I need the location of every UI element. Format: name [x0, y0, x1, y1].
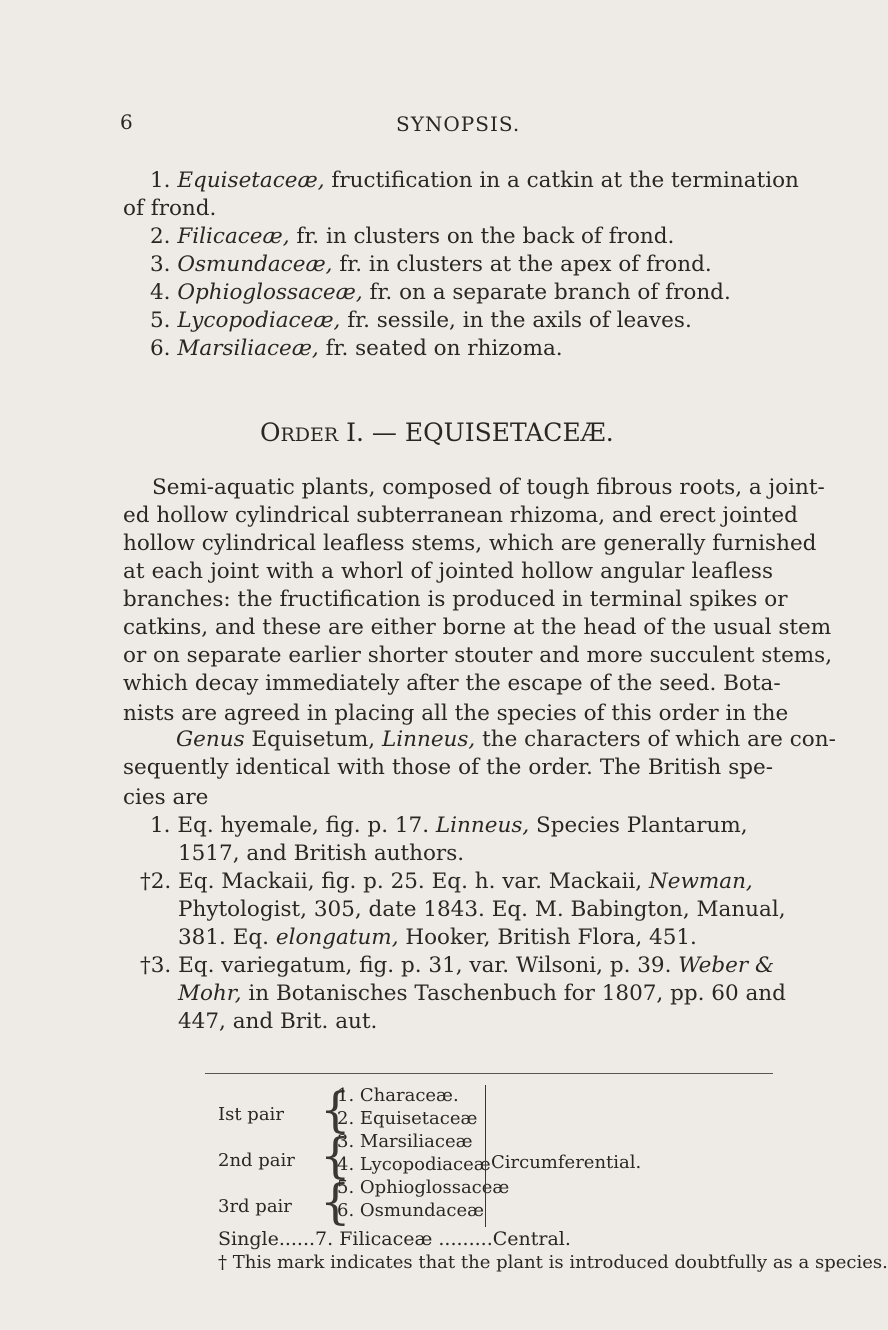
running-title: SYNOPSIS. [396, 112, 521, 136]
table-row: 2. Equisetaceæ [337, 1108, 478, 1129]
page-number: 6 [120, 110, 134, 134]
grouping-bracket [485, 1085, 486, 1227]
paragraph-line: Genus Equisetum, Linneus, the characters of which are con- [176, 727, 836, 752]
table-row: 1. Characeæ. [337, 1085, 459, 1106]
list-item: 3. Osmundaceæ, fr. in clusters at the apex of frond. [150, 252, 712, 277]
pair-label-3: 3rd pair [218, 1196, 292, 1217]
species-entry-1: 1. Eq. hyemale, fig. p. 17. Linneus, Species Plantarum, [150, 813, 748, 838]
section-divider [205, 1073, 773, 1074]
list-item: 6. Marsiliaceæ, fr. seated on rhizoma. [150, 336, 563, 361]
species-entry-2-line-3: 381. Eq. elongatum, Hooker, British Flora, 451. [178, 925, 697, 950]
paragraph-line: which decay immediately after the escape of the seed. Bota- [123, 671, 781, 696]
single-row: Single......7. Filicaceæ .........Central. [218, 1228, 571, 1250]
paragraph-line: branches: the fructification is produced in terminal spikes or [123, 587, 788, 612]
table-row: 6. Osmundaceæ [337, 1200, 485, 1221]
pair-label-1: Ist pair [218, 1104, 284, 1125]
list-item: 1. Equisetaceæ, fructification in a catkin at the termination [150, 168, 799, 193]
species-entry-3-line-2: Mohr, in Botanisches Taschenbuch for 1807, pp. 60 and [178, 981, 786, 1006]
brace-glyph: { [320, 1174, 351, 1230]
footnote: † This mark indicates that the plant is introduced doubtfully as a species. [218, 1252, 888, 1273]
paragraph-line: or on separate earlier shorter stouter and more succulent stems, [123, 643, 833, 668]
species-entry-3: †3. Eq. variegatum, fig. p. 31, var. Wilsoni, p. 39. Weber & [140, 953, 775, 978]
species-entry-2-line-2: Phytologist, 305, date 1843. Eq. M. Babington, Manual, [178, 897, 786, 922]
list-item: 5. Lycopodiaceæ, fr. sessile, in the axils of leaves. [150, 308, 692, 333]
order-heading: ORDER I. — EQUISETACEÆ. [260, 418, 614, 447]
table-row: 4. Lycopodiaceæ [337, 1154, 491, 1175]
paragraph-line: hollow cylindrical leafless stems, which are generally furnished [123, 531, 817, 556]
brace-glyph: { [320, 1082, 351, 1138]
table-row: 5. Ophioglossaceæ [337, 1177, 510, 1198]
list-item-continuation: of frond. [123, 196, 217, 221]
species-entry-2: †2. Eq. Mackaii, fig. p. 25. Eq. h. var. Mackaii, Newman, [140, 869, 753, 894]
paragraph-line: at each joint with a whorl of jointed hollow angular leafless [123, 559, 773, 584]
paragraph-line: cies are [123, 785, 209, 810]
table-row: 3. Marsiliaceæ [337, 1131, 473, 1152]
paragraph-line: catkins, and these are either borne at the head of the usual stem [123, 615, 832, 640]
paragraph-line: ed hollow cylindrical subterranean rhizoma, and erect jointed [123, 503, 798, 528]
paragraph-line: sequently identical with those of the order. The British spe- [123, 755, 773, 780]
pair-label-2: 2nd pair [218, 1150, 295, 1171]
list-item: 2. Filicaceæ, fr. in clusters on the back of frond. [150, 224, 675, 249]
species-entry-1-line-2: 1517, and British authors. [178, 841, 465, 866]
paragraph-line: nists are agreed in placing all the species of this order in the [123, 701, 789, 726]
list-item: 4. Ophioglossaceæ, fr. on a separate branch of frond. [150, 280, 731, 305]
circumferential-label: Circumferential. [491, 1152, 642, 1173]
species-entry-3-line-3: 447, and Brit. aut. [178, 1009, 378, 1034]
paragraph-line: Semi-aquatic plants, composed of tough fibrous roots, a joint- [152, 475, 825, 500]
brace-glyph: { [320, 1128, 351, 1184]
